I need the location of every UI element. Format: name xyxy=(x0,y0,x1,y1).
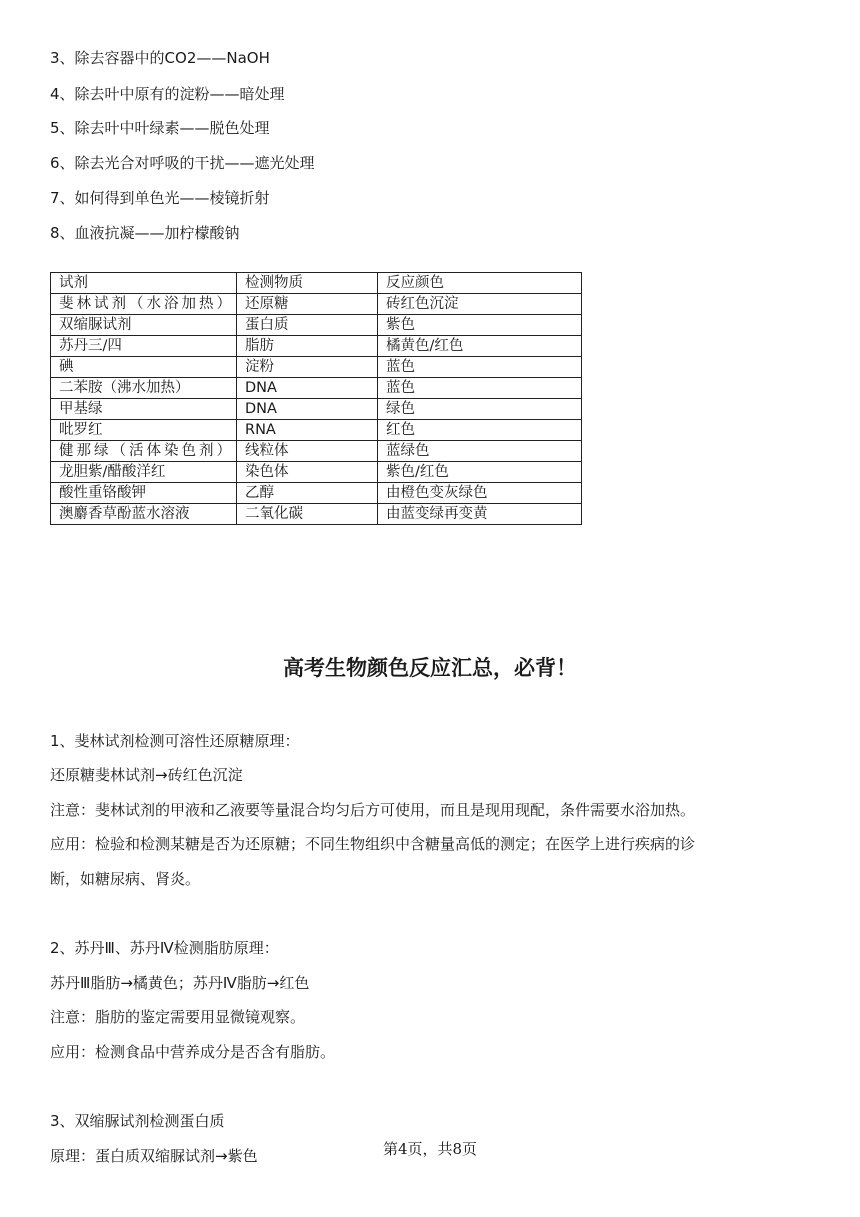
table-cell: 橘黄色/红色 xyxy=(378,336,582,357)
section2-application: 应用：检测食品中营养成分是否含有脂肪。 xyxy=(50,1043,336,1061)
section3-principle: 原理：蛋白质双缩脲试剂→紫色 xyxy=(50,1147,258,1165)
table-row xyxy=(51,378,582,399)
list-item: 4、除去叶中原有的淀粉——暗处理 xyxy=(50,85,285,103)
table-cell: 由橙色变灰绿色 xyxy=(378,483,582,504)
table-cell: 碘 xyxy=(51,357,237,378)
list-item: 8、血液抗凝——加柠檬酸钠 xyxy=(50,224,240,242)
table-row xyxy=(51,336,582,357)
table-row xyxy=(51,420,582,441)
table-cell: 二苯胺（沸水加热） xyxy=(51,378,237,399)
table-cell: 淀粉 xyxy=(237,357,378,378)
section1-title: 1、斐林试剂检测可溶性还原糖原理： xyxy=(50,732,300,750)
reagent-table xyxy=(50,272,582,525)
table-cell: 由蓝变绿再变黄 xyxy=(378,504,582,525)
section2-title: 2、苏丹Ⅲ、苏丹Ⅳ检测脂肪原理： xyxy=(50,939,279,957)
table-cell: 甲基绿 xyxy=(51,399,237,420)
table-row xyxy=(51,483,582,504)
table-cell: 乙醇 xyxy=(237,483,378,504)
table-cell: 染色体 xyxy=(237,462,378,483)
list-item: 5、除去叶中叶绿素——脱色处理 xyxy=(50,119,270,137)
section2-note: 注意：脂肪的鉴定需要用显微镜观察。 xyxy=(50,1008,306,1026)
section1-reaction: 还原糖斐林试剂→砖红色沉淀 xyxy=(50,766,243,784)
table-cell: 蛋白质 xyxy=(237,315,378,336)
table-cell: DNA xyxy=(237,378,378,399)
table-row xyxy=(51,294,582,315)
table-cell: 蓝绿色 xyxy=(378,441,582,462)
section2-reaction: 苏丹Ⅲ脂肪→橘黄色；苏丹Ⅳ脂肪→红色 xyxy=(50,974,310,992)
table-cell: 二氧化碳 xyxy=(237,504,378,525)
table-cell: 绿色 xyxy=(378,399,582,420)
section1-application-cont: 断，如糖尿病、肾炎。 xyxy=(50,870,201,888)
table-row xyxy=(51,357,582,378)
table-cell: 砖红色沉淀 xyxy=(378,294,582,315)
table-cell: 蓝色 xyxy=(378,357,582,378)
table-cell: 蓝色 xyxy=(378,378,582,399)
table-row xyxy=(51,504,582,525)
table-row xyxy=(51,441,582,462)
table-cell: 斐林试剂（水浴加热） xyxy=(51,294,237,315)
table-cell: 红色 xyxy=(378,420,582,441)
table-row xyxy=(51,315,582,336)
table-cell: 紫色 xyxy=(378,315,582,336)
table-cell: 双缩脲试剂 xyxy=(51,315,237,336)
table-cell: 澳麝香草酚蓝水溶液 xyxy=(51,504,237,525)
table-cell: 紫色/红色 xyxy=(378,462,582,483)
section-heading: 高考生物颜色反应汇总，必背！ xyxy=(283,656,577,680)
table-cell: 苏丹三/四 xyxy=(51,336,237,357)
table-row xyxy=(51,399,582,420)
page-footer: 第4页，共8页 xyxy=(382,1140,478,1158)
table-cell: 线粒体 xyxy=(237,441,378,462)
table-cell: DNA xyxy=(237,399,378,420)
list-item: 7、如何得到单色光——棱镜折射 xyxy=(50,189,270,207)
table-cell: 吡罗红 xyxy=(51,420,237,441)
table-cell: 还原糖 xyxy=(237,294,378,315)
table-row xyxy=(51,462,582,483)
table-cell: 健那绿（活体染色剂） xyxy=(51,441,237,462)
column-header-color: 反应颜色 xyxy=(378,273,582,294)
table-cell: 酸性重铬酸钾 xyxy=(51,483,237,504)
section1-application: 应用：检验和检测某糖是否为还原糖；不同生物组织中含糖量高低的测定；在医学上进行疾病的诊 xyxy=(50,835,696,853)
table-header-row xyxy=(51,273,582,294)
table-cell: RNA xyxy=(237,420,378,441)
section1-note: 注意：斐林试剂的甲液和乙液要等量混合均匀后方可使用，而且是现用现配，条件需要水浴加热。 xyxy=(50,801,696,819)
column-header-reagent: 试剂 xyxy=(51,273,237,294)
column-header-substance: 检测物质 xyxy=(237,273,378,294)
table-cell: 龙胆紫/醋酸洋红 xyxy=(51,462,237,483)
table-cell: 脂肪 xyxy=(237,336,378,357)
list-item: 3、除去容器中的CO2——NaOH xyxy=(50,49,270,67)
section3-title: 3、双缩脲试剂检测蛋白质 xyxy=(50,1112,225,1130)
list-item: 6、除去光合对呼吸的干扰——遮光处理 xyxy=(50,154,315,172)
